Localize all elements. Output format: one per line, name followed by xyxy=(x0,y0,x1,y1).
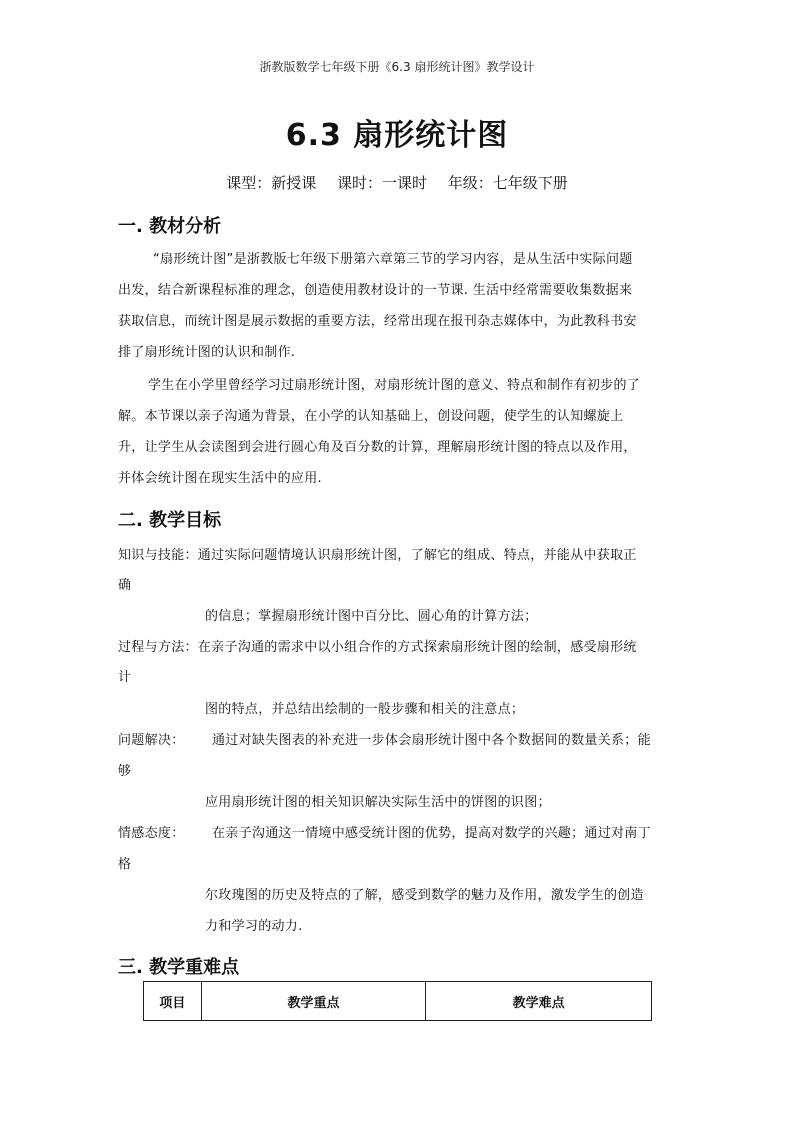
objective-line: 的信息；掌握扇形统计图中百分比、圆心角的计算方法； xyxy=(205,609,538,624)
text-line: 解。本节课以亲子沟通为背景，在小学的认知基础上，创设问题，使学生的认知螺旋上 xyxy=(118,409,624,424)
objective-line: 尔玫瑰图的历史及特点的了解，感受到数学的魅力及作用，激发学生的创造 xyxy=(205,888,644,903)
table-header-focus: 教学重点 xyxy=(201,982,426,1021)
section-heading-analysis: 一. 教材分析 xyxy=(118,216,222,237)
page-title: 6.3 扇形统计图 xyxy=(285,118,509,153)
table-header-difficulty: 教学难点 xyxy=(426,982,652,1021)
objective-line: 够 xyxy=(118,764,132,779)
text-line: 并体会统计图在现实生活中的应用. xyxy=(118,471,322,486)
lesson-hours: 课时：一课时 xyxy=(336,174,427,192)
objective-line: 格 xyxy=(118,857,132,872)
text-line: 升，让学生从会读图到会进行圆心角及百分数的计算，理解扇形统计图的特点以及作用， xyxy=(118,440,637,455)
objective-label: 情感态度： xyxy=(118,826,185,841)
lesson-meta xyxy=(0,172,794,193)
text-line: 出发，结合新课程标准的理念，创造使用教材设计的一节课. 生活中经常需要收集数据来 xyxy=(118,283,633,298)
objective-line: 应用扇形统计图的相关知识解决实际生活中的饼图的识图； xyxy=(205,795,551,810)
objective-label: 问题解决： xyxy=(118,733,185,748)
text-line: 排了扇形统计图的认识和制作. xyxy=(118,345,296,360)
lesson-type: 课型：新授课 xyxy=(226,174,317,192)
text-line: “扇形统计图”是浙教版七年级下册第六章第三节的学习内容，是从生活中实际问题 xyxy=(153,252,633,267)
objective-line: 图的特点，并总结出绘制的一般步骤和相关的注意点； xyxy=(205,702,525,717)
objective-line: 知识与技能：通过实际问题情境认识扇形统计图，了解它的组成、特点，并能从中获取正 xyxy=(118,548,637,563)
objective-line: 通过对缺失图表的补充进一步体会扇形统计图中各个数据间的数量关系；能 xyxy=(212,733,651,748)
table-header-item: 项目 xyxy=(144,982,202,1021)
objective-line: 在亲子沟通这一情境中感受统计图的优势，提高对数学的兴趣；通过对南丁 xyxy=(212,826,651,841)
text-line: 获取信息，而统计图是展示数据的重要方法，经常出现在报刊杂志媒体中，为此教科书安 xyxy=(118,314,637,329)
key-points-table xyxy=(143,981,652,1021)
section-heading-objectives: 二. 教学目标 xyxy=(118,510,222,531)
page-header: 浙教版数学七年级下册《6.3 扇形统计图》教学设计 xyxy=(259,60,535,74)
section-heading-key-points: 三. 教学重难点 xyxy=(118,957,240,978)
objective-line: 过程与方法：在亲子沟通的需求中以小组合作的方式探索扇形统计图的绘制，感受扇形统 xyxy=(118,640,637,655)
objective-line: 确 xyxy=(118,578,132,593)
table-header-row xyxy=(144,982,652,1021)
objective-line: 计 xyxy=(118,670,132,685)
objective-line: 力和学习的动力. xyxy=(205,919,303,934)
text-line: 学生在小学里曾经学习过扇形统计图，对扇形统计图的意义、特点和制作有初步的了 xyxy=(148,378,641,393)
lesson-grade: 年级：七年级下册 xyxy=(447,174,568,192)
